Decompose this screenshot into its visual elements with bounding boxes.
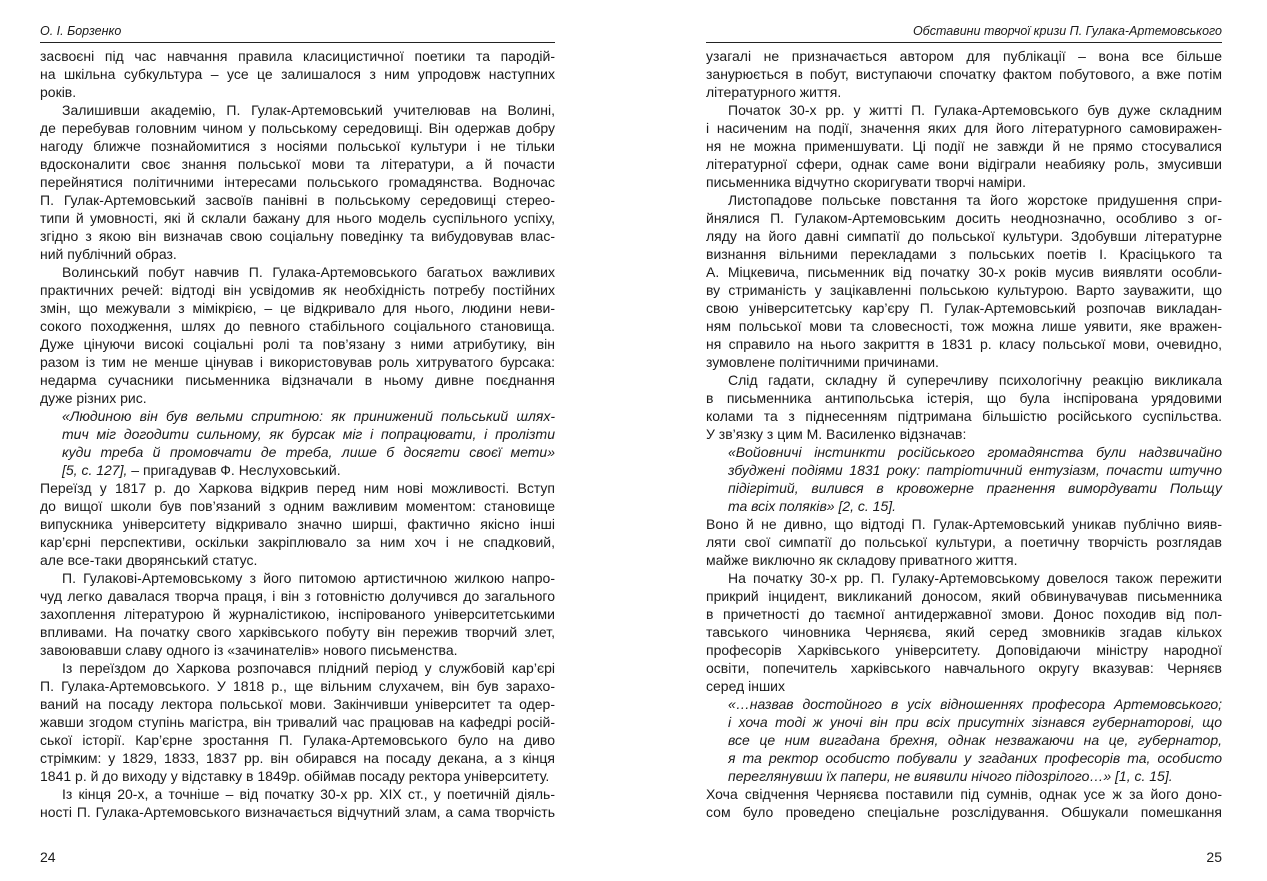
text-line: недарма сучасники письменника відзначали в ньому дивне поєднання: [40, 372, 555, 388]
text-line: ву стриманість у зацікавленні польською культурою. Варто зауважити, що: [706, 282, 1222, 298]
paragraph: [40, 101, 555, 263]
text-line: де перебував головним чином у польському середовищі. Він одержав добру: [40, 120, 555, 136]
page-number: 24: [40, 849, 56, 865]
text-line: ської історії. Кар’єрне зростання П. Гулака-Артемовського було на диво: [40, 732, 555, 748]
right-page: [706, 0, 1222, 881]
text-line: серед інших: [706, 678, 786, 694]
text-line: в причетності до таємної антидержавної змови. Донос походив від пол-: [706, 606, 1222, 622]
text-line: прикрий інцидент, викликаний доносом, який обвинувачував письменника: [706, 588, 1222, 604]
text-line: все це ним вигадана брехня, однак незважаючи на це, губернатор,: [728, 732, 1222, 748]
text-line: визнання вільними перекладами з польських поетів І. Красіцького та: [706, 246, 1222, 262]
text-line: разом із тим не менше цінував і використовував роль хитруватого бурсака:: [40, 354, 555, 370]
paragraph: [40, 659, 555, 785]
text-line: П. Гулак-Артемовський засвоїв панівні в польському середовищі стерео-: [40, 192, 555, 208]
text-line: перейнятися політичними інтересами польського громадянства. Водночас: [40, 174, 555, 190]
text-line: 1841 р. й до виходу у відставку в 1849р. обіймав посаду ректора університету.: [40, 768, 550, 784]
text-line: Початок 30-х рр. у житті П. Гулака-Артемовського був дуже складним: [728, 102, 1222, 118]
paragraph: [40, 263, 555, 407]
text-line: літературної сфери, однак саме вони відіграли неабияку роль, змусивши: [706, 156, 1222, 172]
text-line: ності П. Гулака-Артемовського визначається відчутний злам, а сама творчість: [40, 804, 555, 820]
text-line: нагоду ближче познайомитися з носіями польської культури і не тільки: [40, 138, 555, 154]
text-line: змін, що межували з мімікрією, – це відкривало для нього, людини неви-: [40, 300, 555, 316]
text-line: занурюється в побут, виступаючи спочатку фактом побутового, а вже потім: [706, 66, 1222, 82]
text-line: колами та з піднесенням підтримана більшістю російського суспільства.: [706, 408, 1222, 424]
text-line: У зв’язку з цим М. Василенко відзначав:: [706, 426, 967, 442]
text-line: зумовлене політичними причинами.: [706, 354, 939, 370]
text-line: літературного життя.: [706, 84, 842, 100]
text-line: в письменника антипольська істерія, що була інспірована урядовими: [706, 390, 1222, 406]
text-line: професорів Харківського університету. Доповідаючи міністру народної: [706, 642, 1222, 658]
text-line: практичних речей: відтоді він усвідомив як необхідність потребу постійних: [40, 282, 555, 298]
text-line: Слід гадати, складну й суперечливу психологічну реакцію викликала: [728, 372, 1222, 388]
left-page-body: [40, 47, 555, 821]
citation: [5, с. 127],: [62, 462, 128, 478]
paragraph: [40, 47, 555, 101]
text-line: письменника відчутно скоригувати творчі наміри.: [706, 174, 1026, 190]
text-line: і хоча тоді ж уночі він при всіх присутніх зізнався губернаторові, що: [728, 714, 1222, 730]
text-line: ляду на його давні симпатії до польської культури. Здобувши літературне: [706, 228, 1222, 244]
text-line: до вищої школи був пов’язаний з одним важливим моментом: становище: [40, 498, 555, 514]
text-line: ляти свої симпатії до польської культури, а поетичну творчість розглядав: [706, 534, 1222, 550]
text-line: Переїзд у 1817 р. до Харкова відкрив перед ним нові можливості. Вступ: [40, 480, 555, 496]
paragraph: [706, 371, 1222, 443]
text-line: впливами. На початку свого харківського побуту він пережив творчий злет,: [40, 624, 555, 640]
text-line: ний публічний образ.: [40, 246, 177, 262]
paragraph: [706, 101, 1222, 191]
text-line: майже виключно як складову приватного життя.: [706, 552, 1018, 568]
text-line: узагалі не призначається автором для публікації – вона все більше: [706, 48, 1222, 64]
text-line: дуже різних рис.: [40, 390, 147, 406]
attribution-text: – пригадував Ф. Неслуховський.: [127, 462, 341, 478]
text-line: випускника університету відкривало значно ширші, фактично якісно інші: [40, 516, 555, 532]
text-line: завоювавши славу одного із «зачинателів» нового письменства.: [40, 642, 458, 658]
text-line: засвоєні під час навчання правила класицистичної поетики та пародій-: [40, 48, 555, 64]
paragraph: [706, 191, 1222, 371]
text-line: згідно з якою він визначав свою соціальну поведінку та вибудовував влас-: [40, 228, 555, 244]
text-line: Воно й не дивно, що відтоді П. Гулак-Артемовський уникав публічно вияв-: [706, 516, 1222, 532]
running-head-author: О. І. Борзенко: [40, 24, 555, 43]
text-line: йнялися П. Гулаком-Артемовським досить неоднозначно, особливо з ог-: [706, 210, 1222, 226]
text-line: П. Гулака-Артемовського. У 1818 р., ще вільним слухачем, він був зарахо-: [40, 678, 555, 694]
text-line: жавши згодом ступінь магістра, він тривалий час працював на кафедрі росій-: [40, 714, 555, 730]
text-line: ня не можна применшувати. Ці події не завжди й не прямо стосувалися: [706, 138, 1222, 154]
text-line: чуд легко давалася творча праця, і він з готовністю долучився до загального: [40, 588, 555, 604]
text-line: Дуже цінуючи високі соціальні ролі та пов’язану з ними атрибутику, він: [40, 336, 555, 352]
text-line: років.: [40, 84, 77, 100]
paragraph: [40, 785, 555, 821]
text-line: кар’єрні перспективи, оскільки закріплювало за ним хоч і не спадковий,: [40, 534, 555, 550]
text-line: Із кінця 20-х, а точніше – від початку 30-х рр. XIX ст., у поетичній діяль-: [62, 786, 555, 802]
text-line: сом було проведено спеціальне розслідування. Обшукали помешкання: [706, 804, 1222, 820]
text-line: ваний на посаду лектора польської мови. Закінчивши університет та одер-: [40, 696, 555, 712]
text-line: стрімким: у 1829, 1833, 1837 рр. він обирався на посаду декана, а з кінця: [40, 750, 555, 766]
text-line: і насиченим на події, значення яких для його літературного самовиражен-: [706, 120, 1222, 136]
text-line: На початку 30-х рр. П. Гулаку-Артемовському довелося також пережити: [728, 570, 1222, 586]
text-line: Хоча свідчення Черняєва поставили під сумнів, однак усе ж за його доно-: [706, 786, 1222, 802]
text-line: куди треба й промовчати де треба, лише б досягти своєї мети»: [62, 444, 555, 460]
text-line: А. Міцкевича, письменник від початку 30-х років мусив виявляти особли-: [706, 264, 1222, 280]
text-line: переглянувши їх папери, не виявили нічого підозрілого…» [1, с. 15].: [728, 768, 1173, 784]
text-line: але все-таки дворянський статус.: [40, 552, 258, 568]
text-line: «Людиною він був вельми спритною: як принижений польський шлях-: [62, 408, 555, 424]
paragraph: [706, 785, 1222, 821]
paragraph: [706, 47, 1222, 101]
text-line: тавського чиновника Черняєва, який серед змовників згадав кількох: [706, 624, 1222, 640]
block-quote: [706, 695, 1222, 785]
running-head-title: Обставини творчої кризи П. Гулака-Артемовського: [706, 24, 1222, 43]
text-line: я та ректор особисто побували у згаданих професорів та, особисто: [728, 750, 1222, 766]
text-line: Залишивши академію, П. Гулак-Артемовський учителював на Волині,: [62, 102, 555, 118]
text-line: та всіх поляків» [2, с. 15].: [728, 498, 897, 514]
text-line: підігрітий, вилився в кровожерне прагнення вимордувати Польщу: [728, 480, 1222, 496]
text-line: тич міг догодити сильному, як бурсак міг і попрацювати, і пролізти: [62, 426, 555, 442]
text-line: «Войовничі інстинкти російського громадянства були надзвичайно: [728, 444, 1222, 460]
text-line: Із переїздом до Харкова розпочався плідний період у службовій кар’єрі: [62, 660, 555, 676]
text-line: ня справило на нього закриття в 1831 р. класу польської мови, очевидно,: [706, 336, 1222, 352]
quote-attribution: [40, 461, 555, 479]
text-line: збуджені подіями 1831 року: патріотичний ентузіазм, почасти штучно: [728, 462, 1222, 478]
text-line: вдосконалити своє знання польської мови та літератури, а й почасти: [40, 156, 555, 172]
text-line: на шкільна субкультура – усе це залишалося з ним упродовж наступних: [40, 66, 555, 82]
text-line: освіти, попечитель харківського навчального округу вказував: Черняєв: [706, 660, 1222, 676]
paragraph: [706, 569, 1222, 695]
paragraph: [40, 569, 555, 659]
text-line: «…назвав достойного в усіх відношеннях професора Артемовського;: [728, 696, 1222, 712]
text-line: сокого походження, шлях до певного стабільного соціального становища.: [40, 318, 555, 334]
block-quote: [706, 443, 1222, 515]
left-page: [40, 0, 555, 881]
text-line: П. Гулакові-Артемовському з його питомою артистичною жилкою напро-: [62, 570, 555, 586]
text-line: Листопадове польське повстання та його жорстоке придушення спри-: [728, 192, 1222, 208]
paragraph: [40, 479, 555, 569]
text-line: Волинський побут навчив П. Гулака-Артемовського багатьох важливих: [62, 264, 555, 280]
text-line: ням польської мови та словесності, тож можна лише уявити, яке вражен-: [706, 318, 1222, 334]
text-line: свою університетську кар’єру П. Гулак-Артемовський розпочав викладан-: [706, 300, 1222, 316]
page-number: 25: [1206, 849, 1222, 865]
paragraph: [706, 515, 1222, 569]
text-line: типи й умовності, які й склали бажану для нього модель суспільного успіху,: [40, 210, 555, 226]
right-page-body: [706, 47, 1222, 821]
block-quote: [40, 407, 555, 479]
text-line: захоплення літературою й журналістикою, інспірованого університетськими: [40, 606, 555, 622]
